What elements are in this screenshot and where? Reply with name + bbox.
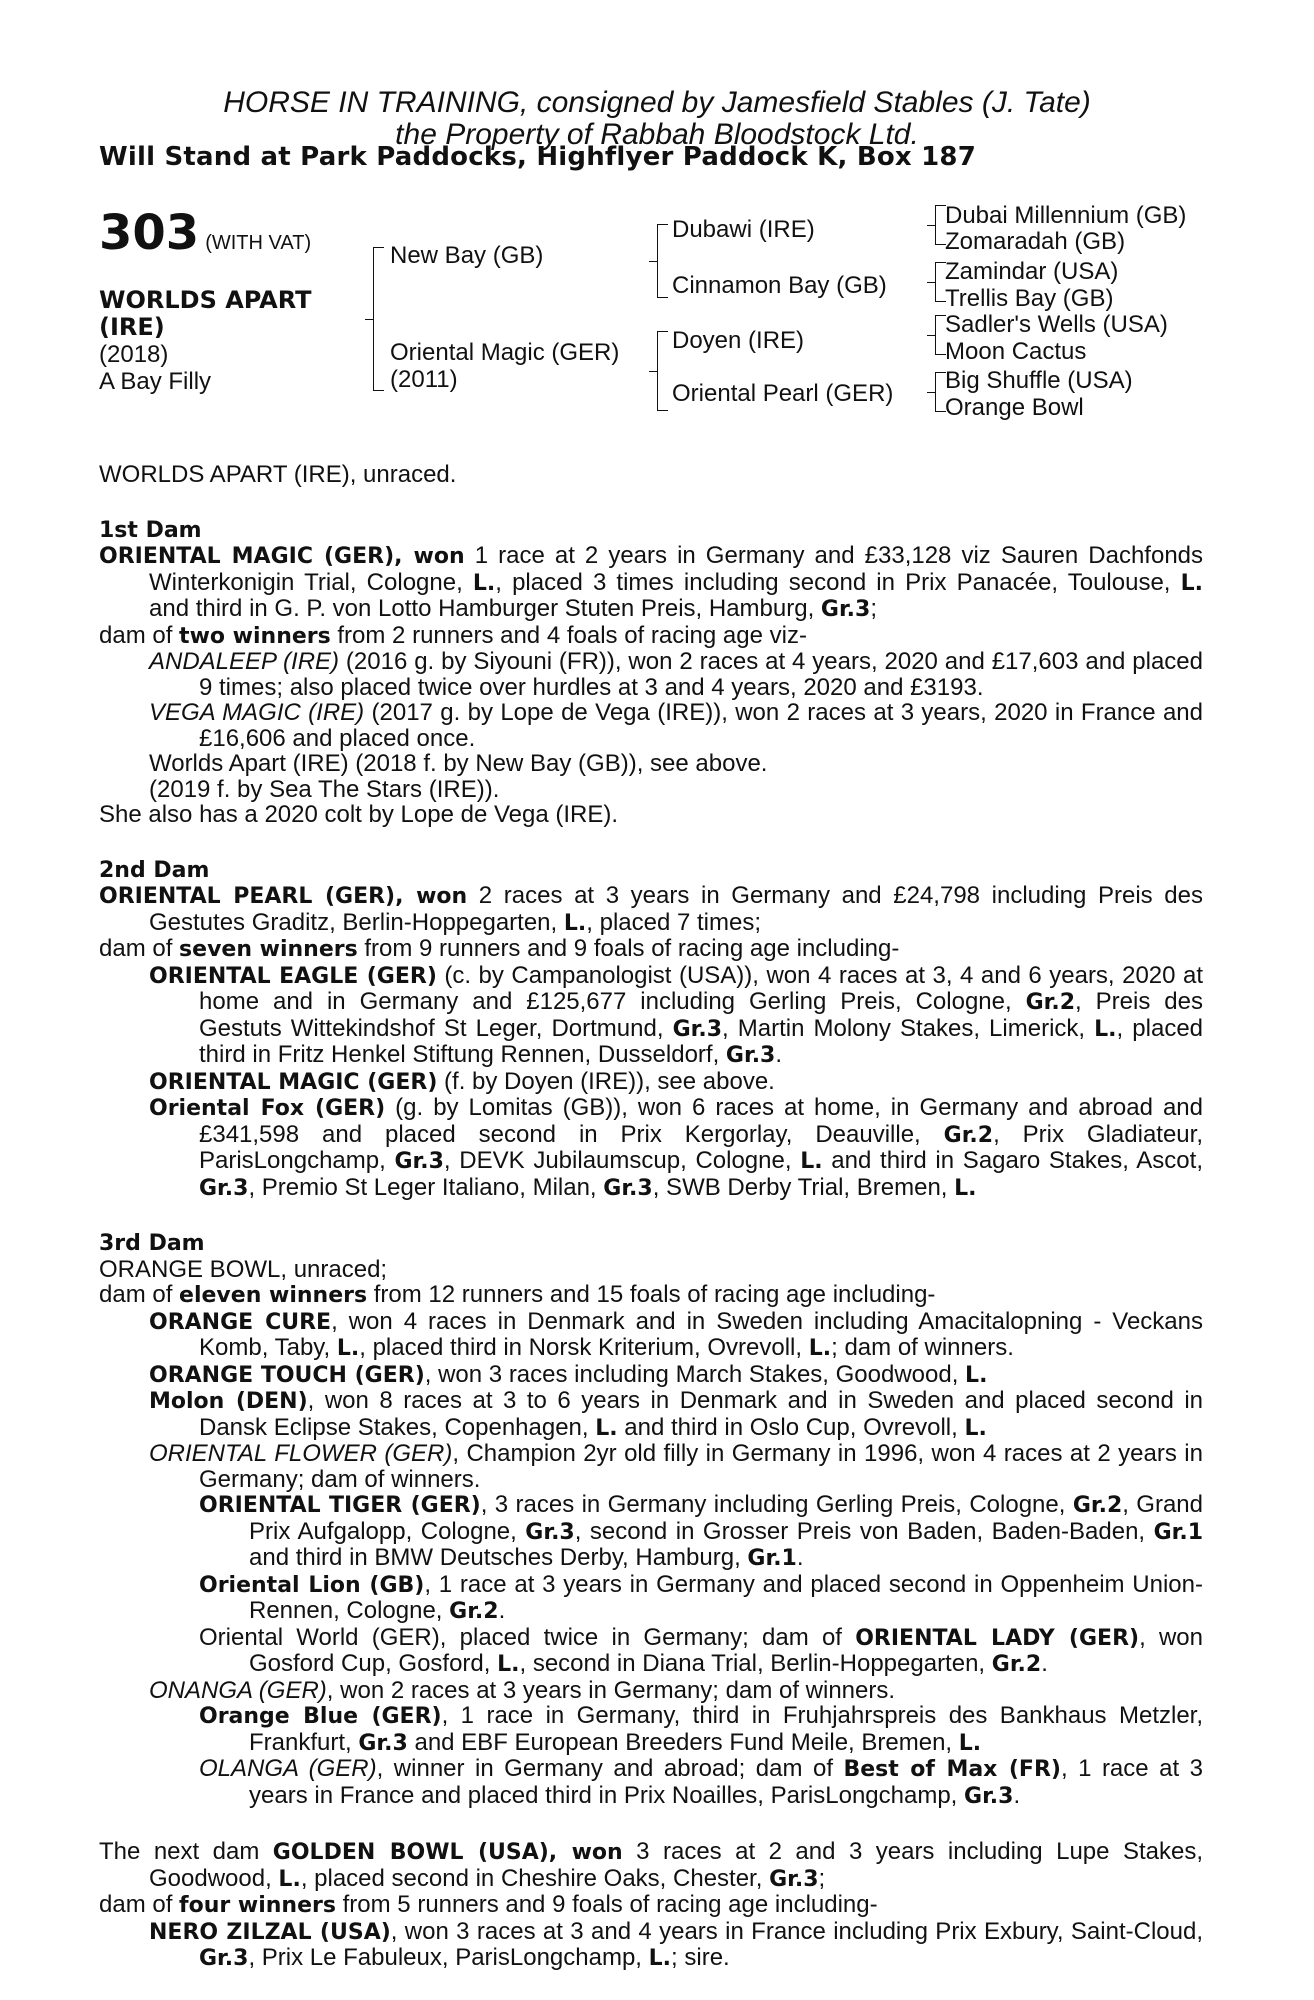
produce-entry: ANDALEEP (IRE) (2016 g. by Siyouni (FR)), won 2 races at 4 years, 2020 and £17,603 and placed 9 times; also placed twice over hurdles at 3 and 4 years, 2020 and £3193. <box>149 648 1203 701</box>
next-dam-produce-summary: dam of four winners from 5 runners and 9 foals of racing age including- <box>99 1891 878 1918</box>
produce-entry: VEGA MAGIC (IRE) (2017 g. by Lope de Vega (IRE)), won 2 races at 3 years, 2020 in France and £16,606 and placed once. <box>149 699 1204 752</box>
second-dam-section <box>99 858 1203 1202</box>
ancestor-4: Trellis Bay (GB) <box>945 285 1114 312</box>
pedigree-bracket-3 <box>657 331 668 411</box>
pedigree-bracket-2 <box>657 224 668 298</box>
produce-entry: ONANGA (GER), won 2 races at 3 years in Germany; dam of winners. <box>149 1676 896 1704</box>
first-dam-section <box>99 518 1203 828</box>
sire-dam: Cinnamon Bay (GB) <box>672 272 887 299</box>
ancestor-8: Orange Bowl <box>945 394 1084 421</box>
ancestor-1: Dubai Millennium (GB) <box>945 202 1187 229</box>
produce-entry: ORIENTAL TIGER (GER), 3 races in Germany including Gerling Preis, Cologne, Gr.2, Grand Prix Aufgalopp, Cologne, Gr.3, second in Grosser Preis von Baden, Baden-Baden, Gr.1 and third in BMW Deutsches Derby, Hamburg, Gr.1. <box>199 1491 1204 1571</box>
produce-entry: NERO ZILZAL (USA), won 3 races at 3 and 4 years in France including Prix Exbury, Saint-Cloud, Gr.3, Prix Le Fabuleux, ParisLongchamp, L.; sire. <box>149 1917 1203 1971</box>
first-dam-record: ORIENTAL MAGIC (GER), won 1 race at 2 years in Germany and £33,128 viz Sauren Dachfonds Winterkonigin Trial, Cologne, L., placed 3 times including second in Prix Panacée, Toulouse, L. and third in G. P. von Lotto Hamburger Stuten Preis, Hamburg, Gr.3; <box>99 542 1204 622</box>
produce-entry: Orange Blue (GER), 1 race in Germany, third in Fruhjahrspreis des Bankhaus Metzler, Frankfurt, Gr.3 and EBF European Breeders Fund Meile, Bremen, L. <box>199 1702 1203 1756</box>
ancestor-6: Moon Cactus <box>945 338 1087 365</box>
lot-number-block <box>99 205 311 261</box>
second-dam-produce-summary: dam of seven winners from 9 runners and 9 foals of racing age including- <box>99 935 900 962</box>
dam-year: (2011) <box>390 366 458 393</box>
horse-name: WORLDS APART <box>99 286 312 314</box>
race-record: WORLDS APART (IRE), unraced. <box>99 461 457 488</box>
produce-entry: ORANGE TOUCH (GER), won 3 races including March Stakes, Goodwood, L. <box>149 1360 988 1388</box>
produce-entry: OLANGA (GER), winner in Germany and abroad; dam of Best of Max (FR), 1 race at 3 years in France and placed third in Prix Noailles, ParisLongchamp, Gr.3. <box>199 1755 1203 1809</box>
third-dam-section <box>99 1231 1203 1809</box>
foaling-year: (2018) <box>99 341 169 368</box>
ancestor-3: Zamindar (USA) <box>945 258 1119 285</box>
dam-dam: Oriental Pearl (GER) <box>672 380 894 407</box>
third-dam-produce-summary: dam of eleven winners from 12 runners and 15 foals of racing age including- <box>99 1281 936 1308</box>
sire: New Bay (GB) <box>390 242 544 269</box>
owner-line: the Property of Rabbah Bloodstock Ltd. <box>395 118 919 151</box>
produce-entry: ORIENTAL EAGLE (GER) (c. by Campanologist (USA)), won 4 races at 3, 4 and 6 years, 2020 at home and in Germany and £125,677 including Gerling Preis, Cologne, Gr.2, Preis des Gestuts Wittekindshof St Leger, Dortmund, Gr.3, Martin Molony Stakes, Limerick, L., placed third in Fritz Henkel Stiftung Rennen, Dusseldorf, Gr.3. <box>149 961 1204 1068</box>
third-dam-record: ORANGE BOWL, unraced; <box>99 1255 388 1283</box>
lot-number: 303 <box>99 205 200 261</box>
produce-entry: Oriental World (GER), placed twice in Germany; dam of ORIENTAL LADY (GER), won Gosford Cup, Gosford, L., second in Diana Trial, Berlin-Hoppegarten, Gr.2. <box>199 1623 1203 1677</box>
second-dam-heading: 2nd Dam <box>99 857 210 883</box>
produce-entry: ORIENTAL FLOWER (GER), Champion 2yr old filly in Germany in 1996, won 4 races at 2 years in Germany; dam of winners. <box>149 1440 1203 1493</box>
produce-entry: (2019 f. by Sea The Stars (IRE)). <box>149 775 500 803</box>
vat-label: (WITH VAT) <box>205 232 312 254</box>
produce-entry: Oriental Fox (GER) (g. by Lomitas (GB)), won 6 races at home, in Germany and abroad and £341,598 and placed second in Prix Kergorlay, Deauville, Gr.2, Prix Gladiateur, ParisLongchamp, Gr.3, DEVK Jubilaumscup, Cologne, L. and third in Sagaro Stakes, Ascot, Gr.3, Premio St Leger Italiano, Milan, Gr.3, SWB Derby Trial, Bremen, L. <box>149 1094 1203 1201</box>
produce-entry: ORANGE CURE, won 4 races in Denmark and in Sweden including Amacitalopning - Veckans Komb, Taby, L., placed third in Norsk Kriterium, Ovrevoll, L.; dam of winners. <box>149 1307 1203 1361</box>
consignor-line: HORSE IN TRAINING, consigned by Jamesfield Stables (J. Tate) <box>223 86 1091 119</box>
second-dam-record: ORIENTAL PEARL (GER), won 2 races at 3 years in Germany and £24,798 including Preis des Gestutes Graditz, Berlin-Hoppegarten, L., placed 7 times; <box>99 882 1203 936</box>
first-dam-heading: 1st Dam <box>99 517 202 543</box>
first-dam-produce-summary: dam of two winners from 2 runners and 4 foals of racing age viz- <box>99 621 807 649</box>
produce-entry: Worlds Apart (IRE) (2018 f. by New Bay (GB)), see above. <box>149 750 768 777</box>
produce-entry: Oriental Lion (GB), 1 race at 3 years in Germany and placed second in Oppenheim Union-Rennen, Cologne, Gr.2. <box>199 1570 1203 1624</box>
dam-sire: Doyen (IRE) <box>672 327 805 354</box>
horse-description: A Bay Filly <box>99 368 212 395</box>
horse-name-suffix: (IRE) <box>99 313 165 341</box>
produce-entry: ORIENTAL MAGIC (GER) (f. by Doyen (IRE)), see above. <box>149 1067 775 1095</box>
next-dam-record: The next dam GOLDEN BOWL (USA), won 3 races at 2 and 3 years including Lupe Stakes, Goodwood, L., placed second in Cheshire Oaks, Chester, Gr.3; <box>99 1838 1203 1892</box>
dam: Oriental Magic (GER) <box>390 339 620 366</box>
third-dam-heading: 3rd Dam <box>99 1231 205 1256</box>
stable-location: Will Stand at Park Paddocks, Highflyer Paddock K, Box 187 <box>99 142 976 172</box>
next-dam-section <box>99 1839 1203 1972</box>
pedigree-bracket-1 <box>373 247 384 391</box>
ancestor-5: Sadler's Wells (USA) <box>945 311 1168 338</box>
produce-entry: Molon (DEN), won 8 races at 3 to 6 years in Denmark and in Sweden and placed second in Dansk Eclipse Stakes, Copenhagen, L. and third in Oslo Cup, Ovrevoll, L. <box>149 1387 1204 1441</box>
sire-sire: Dubawi (IRE) <box>672 216 815 243</box>
ancestor-7: Big Shuffle (USA) <box>945 367 1133 394</box>
ancestor-2: Zomaradah (GB) <box>945 228 1126 255</box>
catalogue-body <box>99 462 1203 1972</box>
produce-note: She also has a 2020 colt by Lope de Vega (IRE). <box>99 801 619 828</box>
